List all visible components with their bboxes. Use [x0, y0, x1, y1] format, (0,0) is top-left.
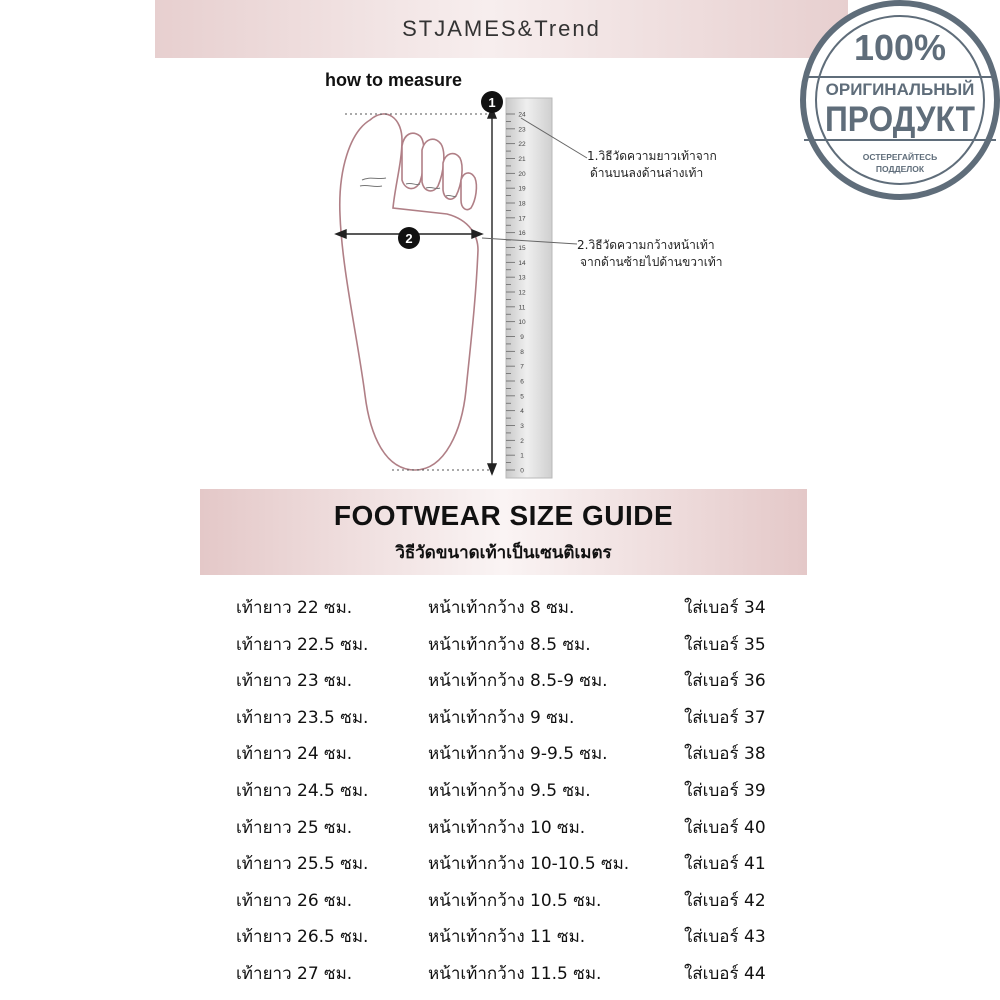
foot-width: หน้าเท้ากว้าง 11.5 ซม. [428, 963, 602, 984]
foot-length: เท้ายาว 25.5 ซม. [236, 854, 369, 875]
ruler-label: 24 [518, 111, 526, 119]
badge-line-2: ПРОДУКТ [825, 100, 975, 139]
foot-length: เท้ายาว 23 ซม. [236, 671, 353, 692]
length-arrow [488, 108, 496, 474]
shoe-size: ใส่เบอร์ 36 [684, 671, 766, 692]
shoe-size: ใส่เบอร์ 44 [684, 963, 766, 984]
ruler-label: 13 [518, 274, 526, 282]
ruler-label: 14 [518, 259, 526, 267]
how-to-measure-heading: how to measure [325, 70, 463, 90]
size-guide-title: FOOTWEAR SIZE GUIDE [333, 500, 674, 531]
size-row [0, 698, 1000, 735]
step-2-line-2: จากด้านซ้ายไปด้านขวาเท้า [580, 255, 723, 269]
foot-width: หน้าเท้ากว้าง 10 ซม. [428, 817, 586, 838]
ruler-label: 17 [518, 215, 526, 223]
foot-width: หน้าเท้ากว้าง 10.5 ซม. [428, 890, 602, 911]
svg-text:1: 1 [488, 95, 496, 110]
foot-width: หน้าเท้ากว้าง 10-10.5 ซม. [428, 854, 630, 875]
foot-width: หน้าเท้ากว้าง 8 ซม. [428, 598, 575, 618]
foot-length: เท้ายาว 26.5 ซม. [236, 927, 369, 948]
ruler-label: 7 [520, 363, 524, 371]
foot-outline [340, 114, 478, 470]
brand-logo: STJAMES&Trend [402, 16, 601, 41]
size-row [0, 771, 1000, 808]
ruler-label: 5 [520, 393, 524, 401]
size-row [0, 734, 1000, 771]
step-1-line-2: ด้านบนลงด้านล่างเท้า [590, 166, 704, 180]
foot-length: เท้ายาว 24.5 ซม. [236, 780, 369, 801]
size-row [0, 588, 1000, 625]
foot-length: เท้ายาว 25 ซม. [236, 817, 353, 838]
foot-length: เท้ายาว 24 ซม. [236, 744, 353, 765]
foot-length: เท้ายาว 27 ซม. [236, 963, 353, 984]
ruler-label: 20 [518, 170, 526, 178]
foot-width: หน้าเท้ากว้าง 9-9.5 ซม. [428, 744, 608, 765]
ruler-label: 8 [520, 348, 524, 356]
ruler-label: 15 [518, 245, 526, 252]
shoe-size: ใส่เบอร์ 40 [684, 817, 766, 838]
foot-length: เท้ายาว 23.5 ซม. [236, 707, 369, 728]
shoe-size: ใส่เบอร์ 34 [684, 598, 766, 618]
step-2-instruction [577, 237, 723, 271]
size-row [0, 954, 1000, 991]
ruler [506, 98, 552, 478]
badge-small-1: ОСТЕРЕГАЙТЕСЬ [862, 152, 938, 162]
ruler-label: 0 [520, 467, 524, 475]
ruler-label: 6 [520, 378, 524, 386]
original-product-badge [800, 0, 1000, 200]
ruler-label: 12 [518, 289, 526, 297]
ruler-label: 1 [520, 452, 524, 460]
ruler-label: 18 [518, 200, 526, 208]
badge-line-1: ОРИГИНАЛЬНЫЙ [825, 80, 975, 99]
ruler-label: 23 [518, 126, 526, 134]
foot-width: หน้าเท้ากว้าง 11 ซม. [428, 927, 586, 948]
step-2-line-1: 2.วิธีวัดความกว้างหน้าเท้า [577, 238, 715, 252]
size-row [0, 625, 1000, 662]
ruler-label: 2 [520, 437, 524, 445]
ruler-label: 19 [518, 185, 526, 193]
shoe-size: ใส่เบอร์ 43 [684, 927, 766, 948]
step-2-marker [398, 227, 420, 249]
size-guide-banner [200, 489, 807, 575]
foot-length: เท้ายาว 22 ซม. [236, 598, 353, 618]
shoe-size: ใส่เบอร์ 42 [684, 890, 766, 911]
ruler-label: 16 [518, 230, 526, 238]
ruler-label: 11 [518, 304, 526, 312]
shoe-size: ใส่เบอร์ 37 [684, 707, 766, 728]
size-table [0, 588, 1000, 991]
size-row [0, 661, 1000, 698]
ruler-label: 9 [520, 334, 524, 341]
size-row [0, 917, 1000, 954]
size-guide-subtitle: วิธีวัดขนาดเท้าเป็นเซนติเมตร [395, 543, 612, 563]
shoe-size: ใส่เบอร์ 38 [684, 744, 766, 765]
foot-width: หน้าเท้ากว้าง 8.5-9 ซม. [428, 671, 608, 692]
foot-length: เท้ายาว 22.5 ซม. [236, 634, 369, 655]
badge-percent: 100% [853, 27, 947, 68]
size-row [0, 844, 1000, 881]
ruler-label: 4 [520, 408, 524, 416]
step-1-instruction [587, 148, 717, 182]
size-row [0, 808, 1000, 845]
ruler-label: 21 [518, 156, 526, 163]
shoe-size: ใส่เบอร์ 39 [684, 780, 766, 801]
shoe-size: ใส่เบอร์ 35 [684, 634, 766, 655]
foot-width: หน้าเท้ากว้าง 9 ซม. [428, 707, 575, 728]
size-row [0, 881, 1000, 918]
ruler-label: 10 [518, 319, 526, 327]
step-1-line-1: 1.วิธีวัดความยาวเท้าจาก [587, 149, 717, 163]
badge-small-2: ПОДДЕЛОК [875, 164, 925, 174]
foot-width: หน้าเท้ากว้าง 8.5 ซม. [428, 634, 591, 655]
foot-width: หน้าเท้ากว้าง 9.5 ซม. [428, 780, 591, 801]
ruler-label: 22 [518, 141, 526, 149]
foot-length: เท้ายาว 26 ซม. [236, 890, 353, 911]
step-1-marker [481, 91, 503, 113]
ruler-label: 3 [520, 423, 524, 430]
shoe-size: ใส่เบอร์ 41 [684, 854, 766, 875]
svg-text:2: 2 [405, 231, 413, 246]
